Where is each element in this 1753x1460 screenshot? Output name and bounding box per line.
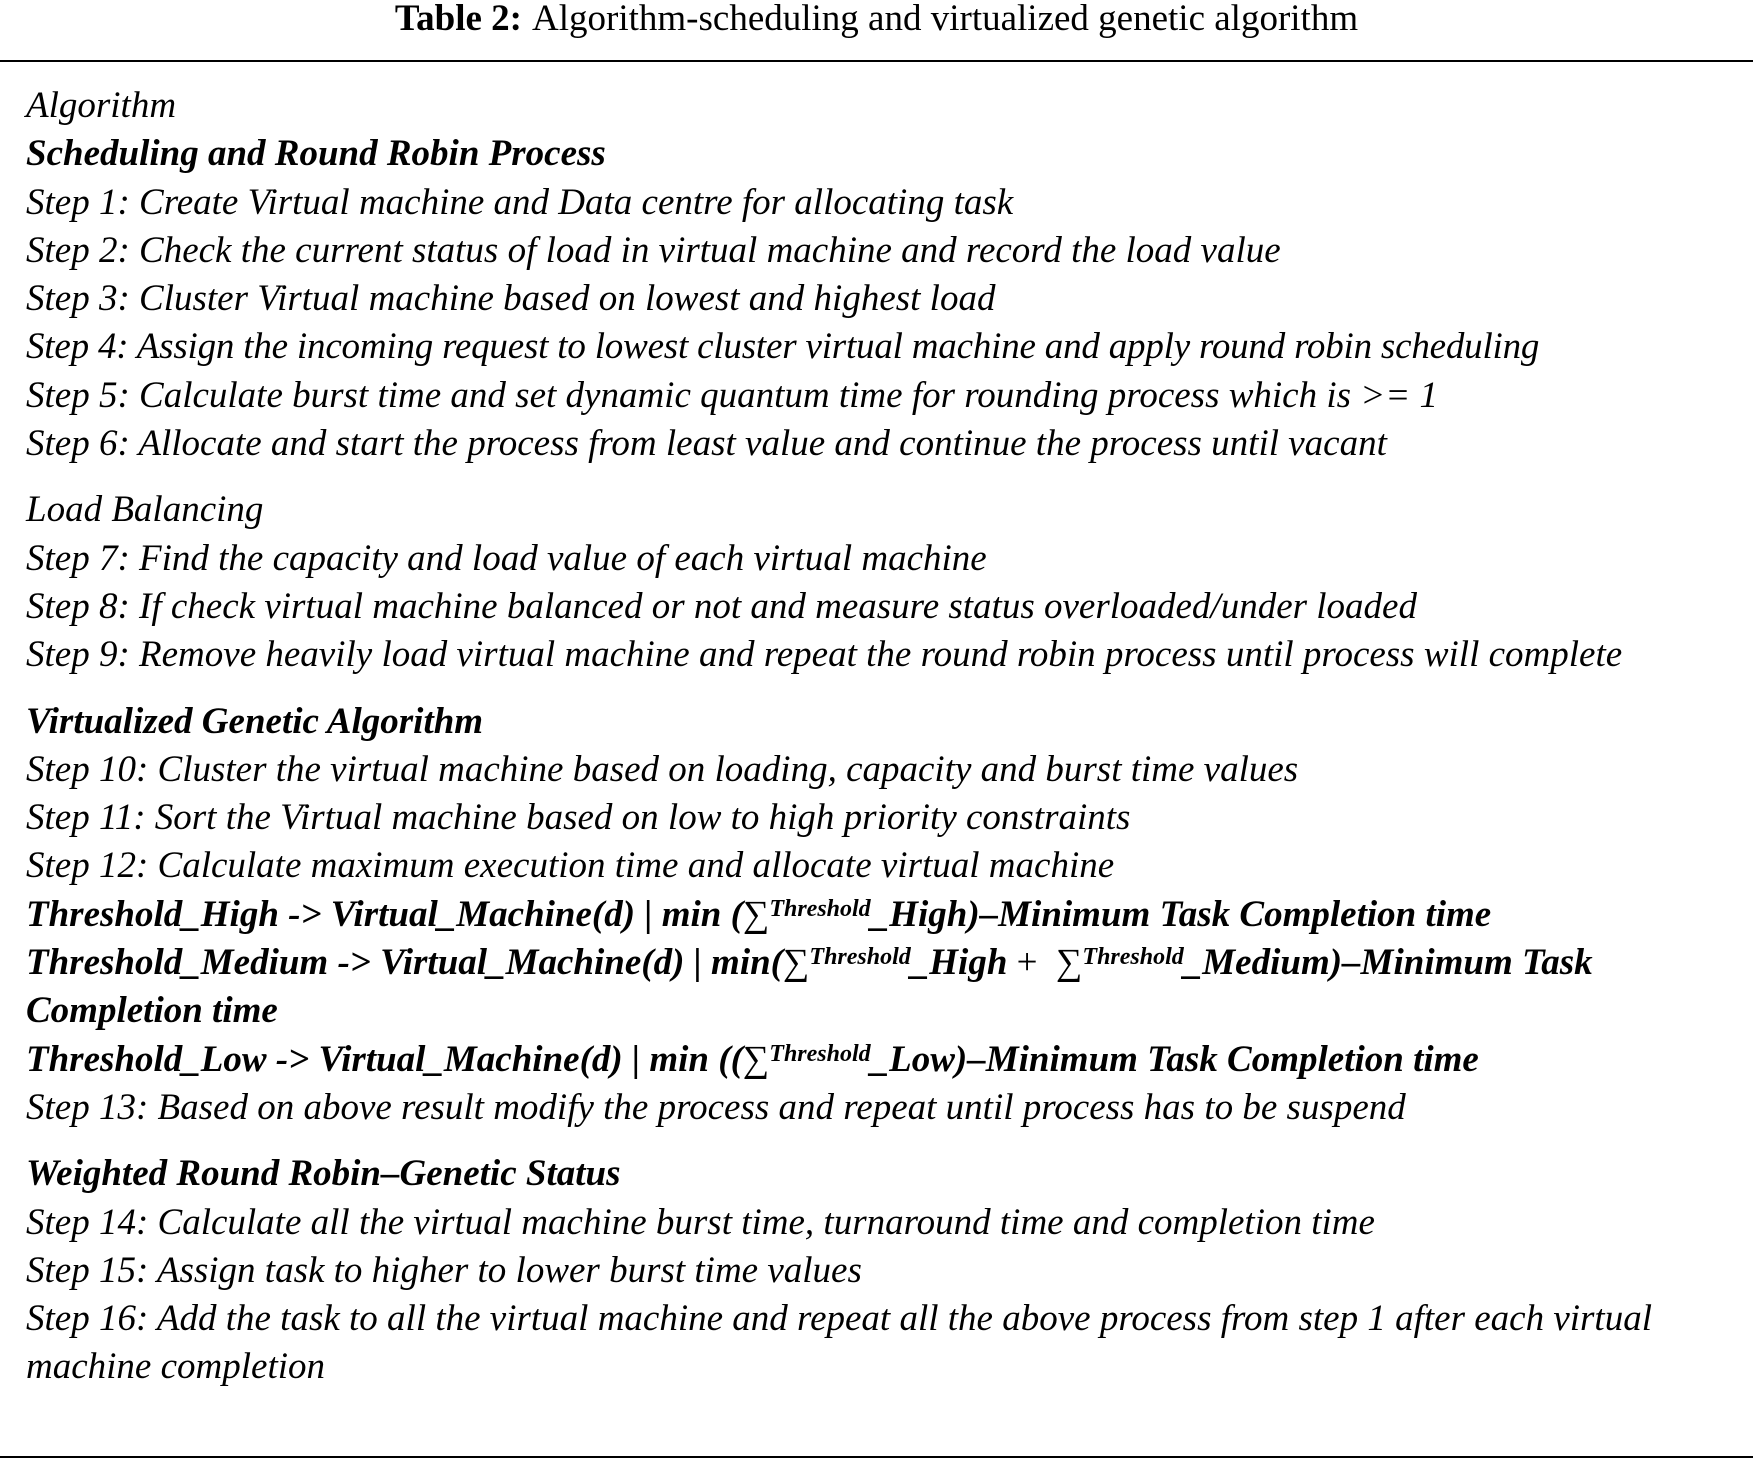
step-12: Step 12: Calculate maximum execution time and allocate virtual machine <box>26 845 1115 887</box>
step-10: Step 10: Cluster the virtual machine based on loading, capacity and burst time values <box>26 748 1299 790</box>
plus-symbol: + <box>1016 942 1038 984</box>
section-title-load-balancing: Load Balancing <box>26 489 264 531</box>
step-16: Step 16: Add the task to all the virtual machine and repeat all the above process from step 1 after each virtual machine completion <box>26 1298 1652 1388</box>
algorithm-label: Algorithm <box>26 85 177 126</box>
formula-high-prefix: Threshold_High -> Virtual_Machine(d) | min ( <box>26 893 743 935</box>
formula-medium-suffix: _Medium)–Minimum Task Completion time <box>26 942 1593 1032</box>
step-1: Step 1: Create Virtual machine and Data centre for allocating task <box>26 181 1014 223</box>
section-title-scheduling: Scheduling and Round Robin Process <box>26 133 606 175</box>
formula-high-suffix: _High)–Minimum Task Completion time <box>870 893 1492 935</box>
formula-superscript: Threshold <box>769 1040 871 1067</box>
formula-low-suffix: _Low)–Minimum Task Completion time <box>870 1038 1479 1080</box>
sum-icon: ∑ <box>742 1038 770 1080</box>
formula-superscript: Threshold <box>809 944 911 971</box>
step-6: Step 6: Allocate and start the process from least value and continue the process until vacant <box>26 423 1387 465</box>
formula-threshold-low <box>26 1036 1736 1084</box>
step-9: Step 9: Remove heavily load virtual machine and repeat the round robin process until process will complete <box>26 634 1623 676</box>
step-5: Step 5: Calculate burst time and set dynamic quantum time for rounding process which is >= 1 <box>26 374 1438 416</box>
step-4: Step 4: Assign the incoming request to lowest cluster virtual machine and apply round robin scheduling <box>26 326 1540 368</box>
section-title-vga: Virtualized Genetic Algorithm <box>26 700 484 742</box>
formula-medium-prefix: Threshold_Medium -> Virtual_Machine(d) | min( <box>26 942 784 984</box>
table-caption <box>0 0 1753 38</box>
section-title-wrr: Weighted Round Robin–Genetic Status <box>26 1153 621 1195</box>
formula-medium-mid: _High <box>910 942 1008 984</box>
step-3: Step 3: Cluster Virtual machine based on lowest and highest load <box>26 278 996 320</box>
step-2: Step 2: Check the current status of load in virtual machine and record the load value <box>26 229 1281 271</box>
formula-threshold-medium <box>26 939 1736 1036</box>
step-15: Step 15: Assign task to higher to lower burst time values <box>26 1249 862 1291</box>
step-11: Step 11: Sort the Virtual machine based on low to high priority constraints <box>26 797 1131 839</box>
table-label: Table 2: <box>394 0 523 39</box>
top-rule <box>0 60 1753 62</box>
step-13: Step 13: Based on above result modify the process and repeat until process has to be suspend <box>26 1086 1406 1128</box>
formula-low-prefix: Threshold_Low -> Virtual_Machine(d) | min (( <box>26 1038 743 1080</box>
bottom-rule <box>0 1456 1753 1458</box>
sum-icon: ∑ <box>1056 942 1083 984</box>
step-7: Step 7: Find the capacity and load value of each virtual machine <box>26 537 987 579</box>
sum-icon: ∑ <box>742 893 770 935</box>
formula-superscript: Threshold <box>1082 944 1184 971</box>
formula-superscript: Threshold <box>769 895 871 922</box>
table-title: Algorithm-scheduling and virtualized genetic algorithm <box>532 0 1359 39</box>
algorithm-body <box>26 82 1736 1392</box>
step-8: Step 8: If check virtual machine balanced or not and measure status overloaded/under loaded <box>26 585 1417 627</box>
formula-threshold-high <box>26 891 1736 939</box>
sum-icon: ∑ <box>783 942 810 984</box>
step-14: Step 14: Calculate all the virtual machine burst time, turnaround time and completion time <box>26 1201 1375 1243</box>
